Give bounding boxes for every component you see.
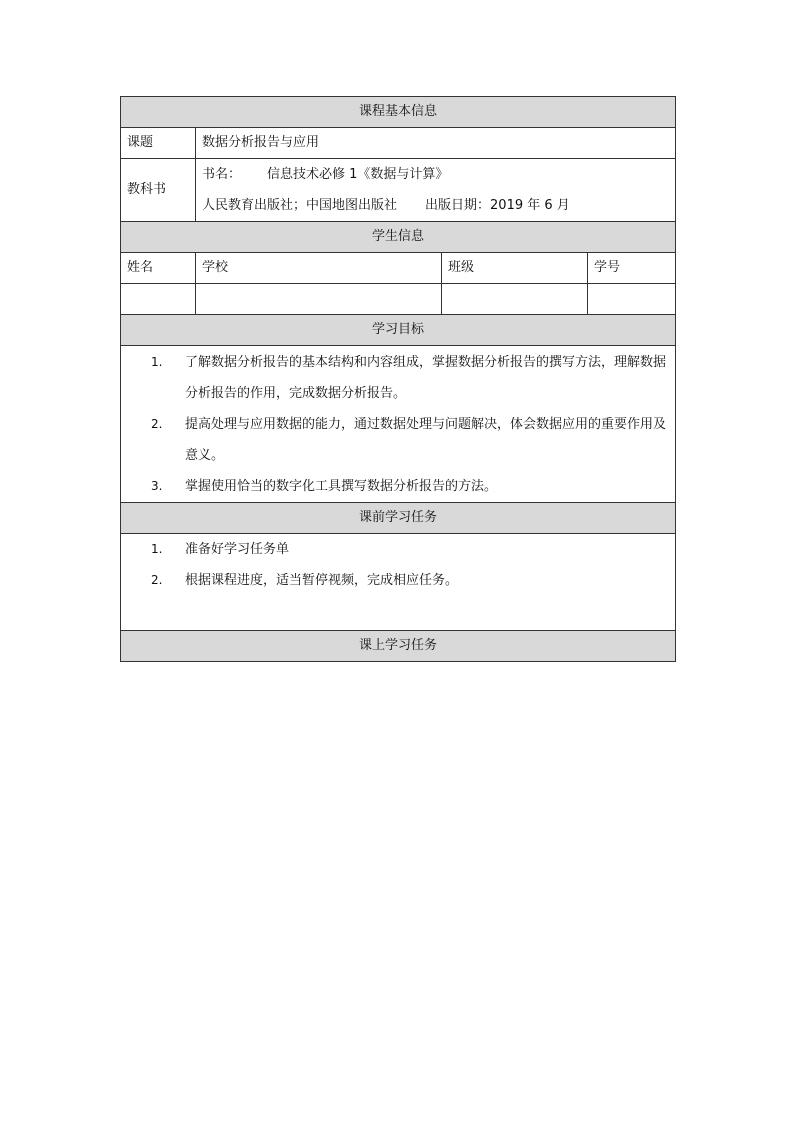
list-item-number: 2.: [151, 573, 163, 587]
class-cell[interactable]: [442, 284, 588, 315]
list-item-number: 1.: [151, 542, 163, 556]
pre-class-tasks-header: 课前学习任务: [121, 503, 676, 534]
textbook-details: [196, 159, 676, 222]
course-table: [120, 96, 676, 662]
book-line: [202, 159, 669, 190]
in-class-tasks-header: 课上学习任务: [121, 631, 676, 662]
topic-label: 课题: [121, 128, 196, 159]
student-id-cell[interactable]: [588, 284, 676, 315]
col-name-header: 姓名: [121, 253, 196, 284]
pre-class-tasks-content: [121, 534, 676, 631]
book-name-label: 书名：: [202, 167, 242, 182]
publishers: 人民教育出版社；中国地图出版社: [202, 198, 398, 213]
topic-value: 数据分析报告与应用: [196, 128, 676, 159]
learning-goals-header: 学习目标: [121, 315, 676, 346]
list-item-text: 提高处理与应用数据的能力，通过数据处理与问题解决，体会数据应用的重要作用及意义。: [185, 416, 667, 463]
list-item-number: 1.: [151, 354, 163, 369]
list-item-text: 掌握使用恰当的数字化工具撰写数据分析报告的方法。: [185, 478, 498, 494]
learning-goals-list: [121, 347, 675, 502]
pub-date: 2019 年 6 月: [490, 198, 570, 213]
learning-goals-content: [121, 346, 676, 503]
student-info-header: 学生信息: [121, 222, 676, 253]
list-item: [121, 565, 675, 596]
pub-date-label: 出版日期：: [425, 198, 491, 213]
col-class-header: 班级: [442, 253, 588, 284]
list-item: [121, 347, 675, 409]
col-school-header: 学校: [196, 253, 442, 284]
name-cell[interactable]: [121, 284, 196, 315]
school-cell[interactable]: [196, 284, 442, 315]
list-item: [121, 534, 675, 565]
textbook-label: 教科书: [121, 159, 196, 222]
course-info-header: 课程基本信息: [121, 97, 676, 128]
list-item-number: 3.: [151, 478, 163, 493]
list-item: [121, 409, 675, 471]
col-id-header: 学号: [588, 253, 676, 284]
book-title: 信息技术必修 1《数据与计算》: [267, 167, 449, 182]
list-item-text: 根据课程进度，适当暂停视频，完成相应任务。: [185, 573, 459, 588]
list-item-number: 2.: [151, 416, 163, 431]
list-item-text: 了解数据分析报告的基本结构和内容组成，掌握数据分析报告的撰写方法，理解数据分析报告的作用，完成数据分析报告。: [185, 354, 667, 401]
list-item-text: 准备好学习任务单: [185, 542, 290, 557]
publisher-line: [202, 190, 669, 221]
pre-class-tasks-list: [121, 534, 675, 596]
list-item: [121, 471, 675, 502]
